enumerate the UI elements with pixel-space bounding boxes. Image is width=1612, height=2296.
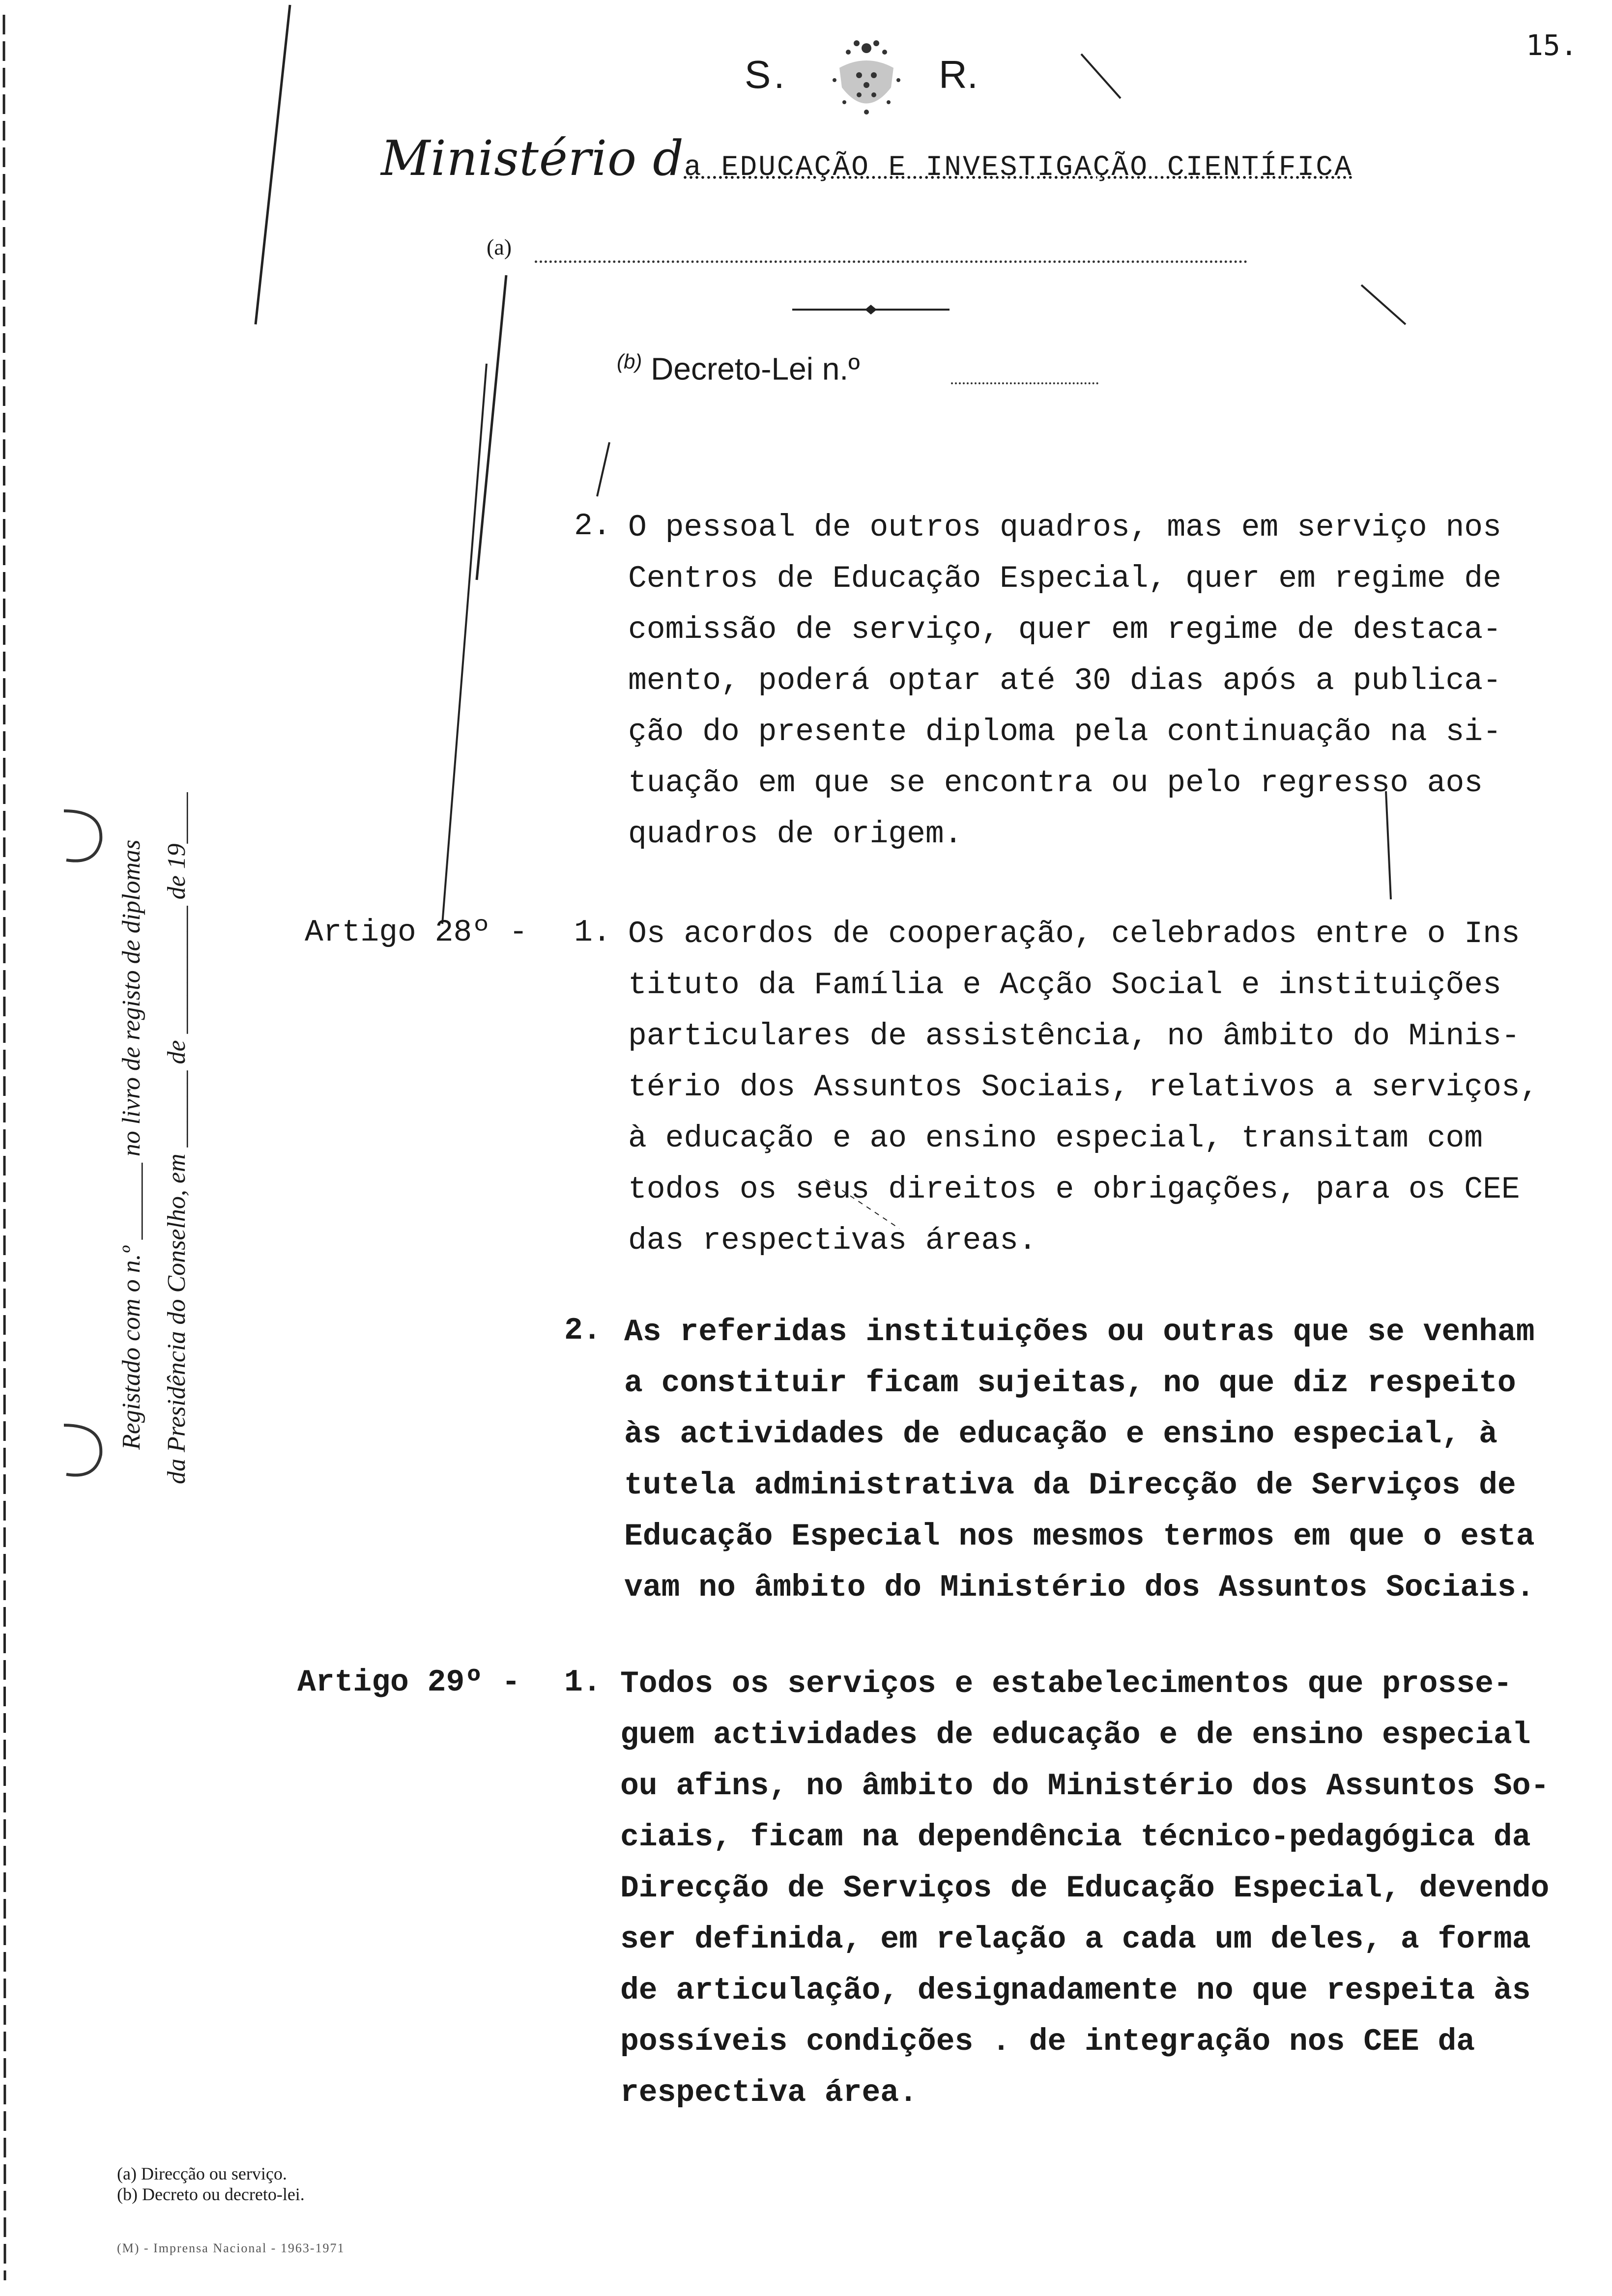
item-number: 1. [574, 915, 611, 950]
text-line: respectiva área. [620, 2075, 918, 2110]
text-line: tituto da Família e Acção Social e instituições [628, 968, 1501, 1003]
footnotes [117, 2163, 305, 2205]
text-line: As referidas instituições ou outras que se venham [624, 1315, 1535, 1349]
text-line: ção do presente diploma pela continuação na si- [628, 715, 1501, 749]
text-line: tutela administrativa da Direcção de Serviços de [624, 1468, 1516, 1503]
line-a-label: (a) [487, 234, 512, 259]
text-line: O pessoal de outros quadros, mas em serviço nos [628, 510, 1501, 545]
text-line: comissão de serviço, quer em regime de destaca- [628, 612, 1501, 647]
text-line: ser definida, em relação a cada um deles, a forma [620, 1922, 1531, 1957]
text-line: Educação Especial nos mesmos termos em que o esta [624, 1519, 1535, 1554]
text-line: guem actividades de educação e de ensino especial [620, 1718, 1531, 1752]
text-line: tuação em que se encontra ou pelo regresso aos [628, 766, 1483, 801]
ministry-title-script: Ministério d [381, 131, 684, 187]
text-line: Direcção de Serviços de Educação Especial, devendo [620, 1871, 1550, 1906]
section-paragraph [628, 909, 1539, 1266]
text-line: das respectivas áreas. [628, 1223, 1037, 1258]
section-paragraph [628, 502, 1501, 860]
text-line: particulares de assistência, no âmbito do Minis- [628, 1019, 1520, 1054]
text-line: quadros de origem. [628, 817, 963, 852]
section-paragraph [620, 1659, 1549, 2119]
text-line: ciais, ficam na dependência técnico-pedagógica da [620, 1820, 1531, 1855]
text-line: tério dos Assuntos Sociais, relativos a serviços, [628, 1070, 1539, 1105]
ministry-title-caps: a EDUCAÇÃO E INVESTIGAÇÃO CIENTÍFICA [684, 152, 1353, 184]
section-paragraph [624, 1307, 1535, 1613]
presidency-label: da Presidência do Conselho, em ______ de __________ de 19____ [163, 792, 191, 1484]
footnote-b: (b) Decreto ou decreto-lei. [117, 2184, 305, 2204]
decree-marker: (b) [617, 350, 642, 373]
text-line: ou afins, no âmbito do Ministério dos Assuntos So- [620, 1769, 1550, 1804]
text-line: à educação e ao ensino especial, transitam com [628, 1121, 1483, 1156]
text-line: às actividades de educação e ensino especial, à [624, 1417, 1497, 1452]
item-number: 1. [564, 1665, 602, 1700]
text-line: Centros de Educação Especial, quer em regime de [628, 561, 1501, 596]
item-number: 2. [564, 1313, 602, 1348]
text-line: todos os seus direitos e obrigações, para os CEE [628, 1172, 1520, 1207]
footnote-a: (a) Direcção ou serviço. [117, 2164, 287, 2183]
article-heading: Artigo 28º - [305, 915, 528, 950]
text-line: possíveis condições . de integração nos CEE da [620, 2024, 1475, 2059]
text-line: Os acordos de cooperação, celebrados entre o Ins [628, 917, 1520, 951]
printer-imprint: (M) - Imprensa Nacional - 1963-1971 [117, 2241, 345, 2255]
text-line: vam no âmbito do Ministério dos Assuntos Sociais. [624, 1570, 1535, 1605]
decree-label: Decreto-Lei n.º [651, 351, 860, 387]
text-line: Todos os serviços e estabelecimentos que prosse- [620, 1666, 1512, 1701]
header-letter-r: R. [939, 53, 978, 96]
article-heading: Artigo 29º - [297, 1665, 520, 1700]
item-number: 2. [574, 509, 611, 544]
text-line: de articulação, designadamente no que respeita às [620, 1973, 1531, 2008]
text-line: mento, poderá optar até 30 dias após a publica- [628, 663, 1501, 698]
header-letter-s: S. [745, 53, 788, 96]
registry-label: Registado com o n.º ______ no livro de registo de diplomas [117, 839, 145, 1450]
text-line: a constituir ficam sujeitas, no que diz respeito [624, 1366, 1516, 1401]
page-number: 15. [1526, 29, 1578, 62]
